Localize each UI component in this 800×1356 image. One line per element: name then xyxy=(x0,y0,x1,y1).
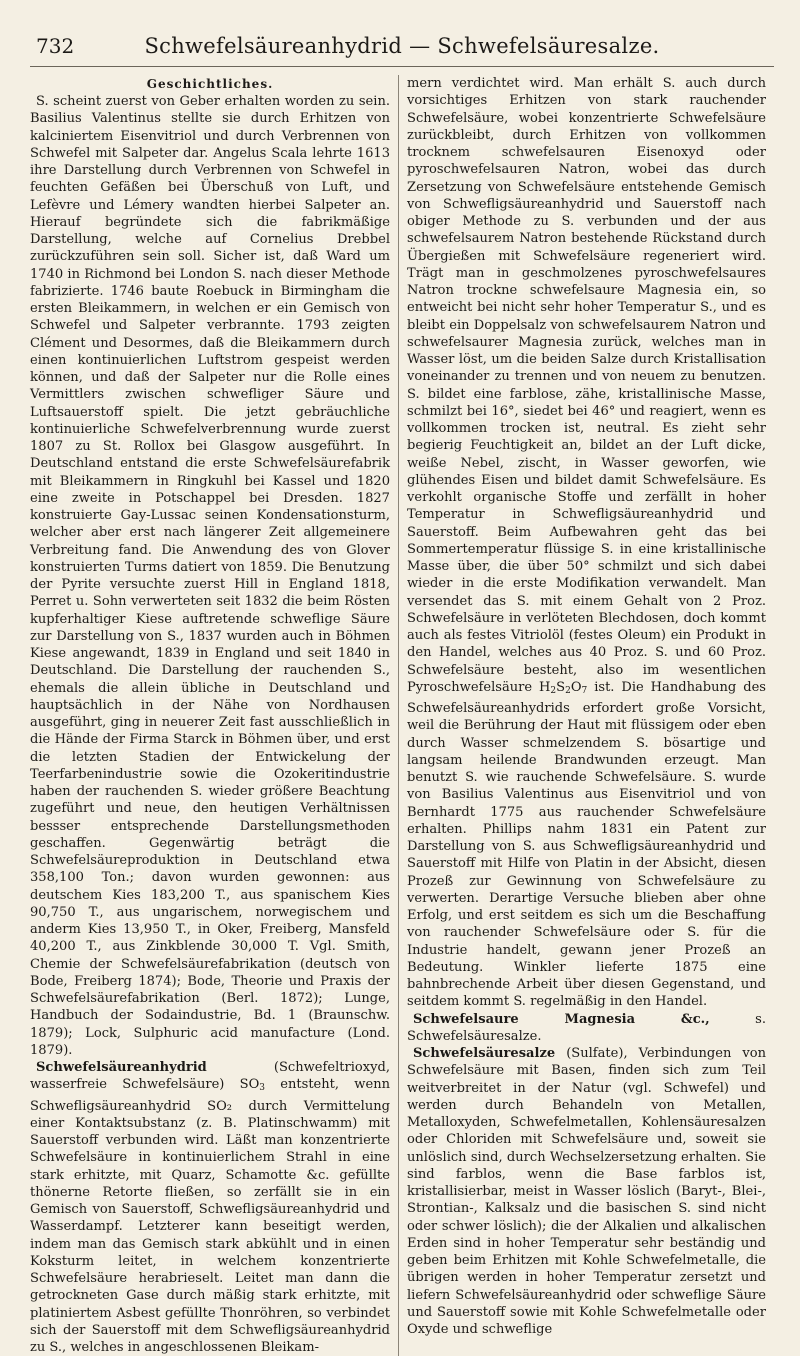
entry-text: (Sulfate), Verbindungen von Schwefelsäure mit Basen, finden sich zum Teil weitverbreitet in der Natur (vgl. Schwefel) und werden durch Behandeln von Metallen, Metalloxyden, Schwefelmetallen, Kohlensäuresalzen oder Chloriden mit Schwefelsäure und, soweit sie unlöslich sind, durch Wechselzersetzung erhalten. Sie sind farblos, wenn die Base farblos ist, kristallisierbar, meist in Wasser löslich (Baryt-, Blei-, Strontian-, Kalksalz und die basischen S. sind nicht oder schwer löslich); die der Alkalien und alkalischen Erden sind in hoher Temperatur sehr beständig und geben beim Erhitzen mit Kohle Schwefelmetalle, die übrigen werden in hoher Temperatur zersetzt und liefern Schwefelsäureanhydrid oder schweflige Säure und Sauerstoff sowie mit Kohle Schwefelmetalle oder Oxyde und schweflige xyxy=(407,1046,766,1337)
right-column xyxy=(398,75,766,1356)
lemma-heading: Schwefelsäuresalze xyxy=(413,1046,556,1061)
entry-text: (Schwefeltrioxyd, wasserfreie Schwefelsäure) SO xyxy=(30,1060,390,1093)
page-number: 732 xyxy=(36,34,75,58)
entry-text: mern verdichtet wird. Man erhält S. auch durch vorsichtiges Erhitzen von stark rauchender Schwefelsäure, wobei konzentrierte Schwefelsäure zurückbleibt, durch Erhitzen von vollkommen trocknem schwefelsauren Eisenoxyd oder pyroschwefelsauren Natron, wobei das durch Zersetzung von Schwefelsäure entstehende Gemisch von Schwefligsäureanhydrid und Sauerstoff nach obiger Methode zu S. verbunden und der aus schwefelsaurem Natron bestehende Rückstand durch Übergießen mit Schwefelsäure regeneriert wird. Trägt man in geschmolzenes pyroschwefelsaures Natron trockne schwefelsaure Magnesia ein, so entweicht bei nicht sehr hoher Temperatur S., und es bleibt ein Doppelsalz von schwefelsaurem Natron und schwefelsaurer Magnesia zurück, welches man in Wasser löst, um die beiden Salze durch Kristallisation voneinander zu trennen und von neuem zu benutzen. S. bildet eine farblose, zähe, kristallinische Masse, schmilzt bei 16°, siedet bei 46° und reagiert, wenn es vollkommen trocken ist, neutral. Es zieht sehr begierig Feuchtigkeit an, bildet an der Luft dicke, weiße Nebel, zischt, in Wasser geworfen, wie glühendes Eisen und bildet damit Schwefelsäure. Es verkohlt organische Stoffe und zerfällt in hoher Temperatur in Schwefligsäureanhydrid und Sauerstoff. Beim Aufbewahren geht das bei Sommertemperatur flüssige S. in eine kristallinische Masse über, die über 50° schmilzt und sich dabei wieder in die erste Modifikation verwandelt. Man versendet das S. mit einem Gehalt von 2 Proz. Schwefelsäure in verlöteten Blechdosen, doch kommt auch als festes Vitriolöl (festes Oleum) ein Produkt in den Handel, welches aus 40 Proz. S. und 60 Proz. Schwefelsäure besteht, also im wesentlichen Pyroschwefelsäure H xyxy=(407,76,766,695)
cross-reference: s. Schwefelsäuresalze. xyxy=(407,1011,766,1044)
formula-subscript: 2 xyxy=(550,685,557,696)
text-columns xyxy=(30,75,774,1356)
entry-text-continued: ist. Die Handhabung des Schwefelsäureanhydrids erfordert große Vorsicht, weil die Berührung der Haut mit flüssigem oder eben durch Wasser schmelzendem S. bösartige und langsam heilende Brandwunden erzeugt. Man benutzt S. wie rauchende Schwefelsäure. S. wurde von Basilius Valentinus aus Eisenvitriol und von Bernhardt 1775 aus rauchender Schwefelsäure erhalten. Phillips nahm 1831 ein Patent zur Darstellung von S. aus Schwefligsäureanhydrid und Sauerstoff mit Hilfe von Platin in der Absicht, diesen Prozeß zur Gewinnung von Schwefelsäure zu verwerten. Derartige Versuche blieben aber ohne Erfolg, und erst seitdem es sich um die Beschaffung von rauchender Schwefelsäure oder S. für die Industrie handelt, gewann jener Prozeß an Bedeutung. Winkler lieferte 1875 eine bahnbrechende Arbeit über diesen Gegenstand, und seitdem kommt S. regelmäßig in den Handel. xyxy=(407,679,766,1010)
entry-schwefelsaeuresalze xyxy=(407,1045,766,1338)
entry-schwefelsaeureanhydrid xyxy=(30,1059,390,1356)
entry-continuation xyxy=(407,75,766,1011)
entry-text-continued: entsteht, wenn Schwefligsäureanhydrid SO₂ durch Vermittelung einer Kontaktsubstanz (z. B. Platinschwamm) mit Sauerstoff verbunden wird. Läßt man konzentrierte Schwefelsäure in kontinuierlichem Strahl in eine stark erhitzte, mit Quarz, Schamotte &c. gefüllte thönerne Retorte fließen, so zerfällt sie in ein Gemisch von Sauerstoff, Schwefligsäureanhydrid und Wasserdampf. Letzterer kann beseitigt werden, indem man das Gemisch stark abkühlt und in einen Koksturm leitet, in welchem konzentrierte Schwefelsäure herabrieselt. Leitet man dann die getrockneten Gase durch mäßig stark erhitzte, mit platiniertem Asbest gefüllte Thonröhren, so verbindet sich der Sauerstoff mit dem Schwefligsäureanhydrid zu S., welches in angeschlossenen Bleikam- xyxy=(30,1077,391,1355)
formula-element: S xyxy=(556,679,566,695)
formula-subscript: 7 xyxy=(581,685,588,696)
formula-subscript: 3 xyxy=(259,1083,266,1094)
formula-element: O xyxy=(570,679,582,695)
formula-subscript: 2 xyxy=(565,685,571,696)
lemma-heading: Schwefelsäureanhydrid xyxy=(36,1060,207,1075)
lemma-heading: Schwefelsaure Magnesia &c., xyxy=(413,1011,710,1027)
section-heading: Geschichtliches. xyxy=(146,77,274,91)
left-column xyxy=(30,75,398,1356)
entry-schwefelsaure-magnesia xyxy=(407,1011,766,1046)
running-head: Schwefelsäureanhydrid — Schwefelsäuresalze. xyxy=(144,34,660,58)
page-header xyxy=(30,30,774,67)
history-paragraph: S. scheint zuerst von Geber erhalten worden zu sein. Basilius Valentinus stellte sie durch Erhitzen von kalciniertem Eisenvitriol und durch Verbrennen von Schwefel mit Salpeter dar. Angelus Scala lehrte 1613 ihre Darstellung durch Verbrennen von Schwefel in feuchten Gefäßen bei Überschuß von Luft, und Lefèvre und Lémery wandten hierbei Salpeter an. Hierauf begründete sich die fabrikmäßige Darstellung, welche auf Cornelius Drebbel zurückzuführen sein soll. Sicher ist, daß Ward um 1740 in Richmond bei London S. nach dieser Methode fabrizierte. 1746 baute Roebuck in Birmingham die ersten Bleikammern, in welchen er ein Gemisch von Schwefel und Salpeter verbrannte. 1793 zeigten Clément und Desormes, daß die Bleikammern durch einen kontinuierlichen Luftstrom gespeist werden können, und daß der Salpeter nur die Rolle eines Vermittlers zwischen schwefliger Säure und Luftsauerstoff spielt. Die jetzt gebräuchliche kontinuierliche Schwefelverbrennung wurde zuerst 1807 zu St. Rollox bei Glasgow ausgeführt. In Deutschland entstand die erste Schwefelsäurefabrik mit Bleikammern in Ringkuhl bei Kassel und 1820 eine zweite in Potschappel bei Dresden. 1827 konstruierte Gay-Lussac seinen Kondensationsturm, welcher aber erst nach längerer Zeit allgemeinere Verbreitung fand. Die Anwendung des von Glover konstruierten Turms datiert von 1859. Die Benutzung der Pyrite versuchte zuerst Hill in England 1818, Perret u. Sohn verwerteten seit 1832 die beim Rösten kupferhaltiger Kiese auftretende schweflige Säure zur Darstellung von S., 1837 wurden auch in Böhmen Kiese angewandt, 1839 in England und seit 1840 in Deutschland. Die Darstellung der rauchenden S., ehemals die allein übliche in Deutschland und hauptsächlich in der Nähe von Nordhausen ausgeführt, ging in neuerer Zeit fast ausschließlich in die Hände der Firma Starck in Böhmen über, und erst die letzten Stadien der Entwickelung der Teerfarbenindustrie sowie die Ozokeritindustrie haben der rauchenden S. wieder größere Beachtung zugeführt und neue, den heutigen Verhältnissen bessser entsprechende Darstellungsmethoden geschaffen. Gegenwärtig beträgt die Schwefelsäureproduktion in Deutschland etwa 358,100 Ton.; davon wurden gewonnen: aus deutschem Kies 183,200 T., aus spanischem Kies 90,750 T., aus ungarischem, norwegischem und anderm Kies 13,950 T., in Oker, Freiberg, Mansfeld 40,200 T., aus Zinkblende 30,000 T. Vgl. Smith, Chemie der Schwefelsäurefabrikation (deutsch von Bode, Freiberg 1874); Bode, Theorie und Praxis der Schwefelsäurefabrikation (Berl. 1872); Lunge, Handbuch der Sodaindustrie, Bd. 1 (Braunschw. 1879); Lock, Sulphuric acid manufacture (Lond. 1879). xyxy=(30,94,390,1058)
